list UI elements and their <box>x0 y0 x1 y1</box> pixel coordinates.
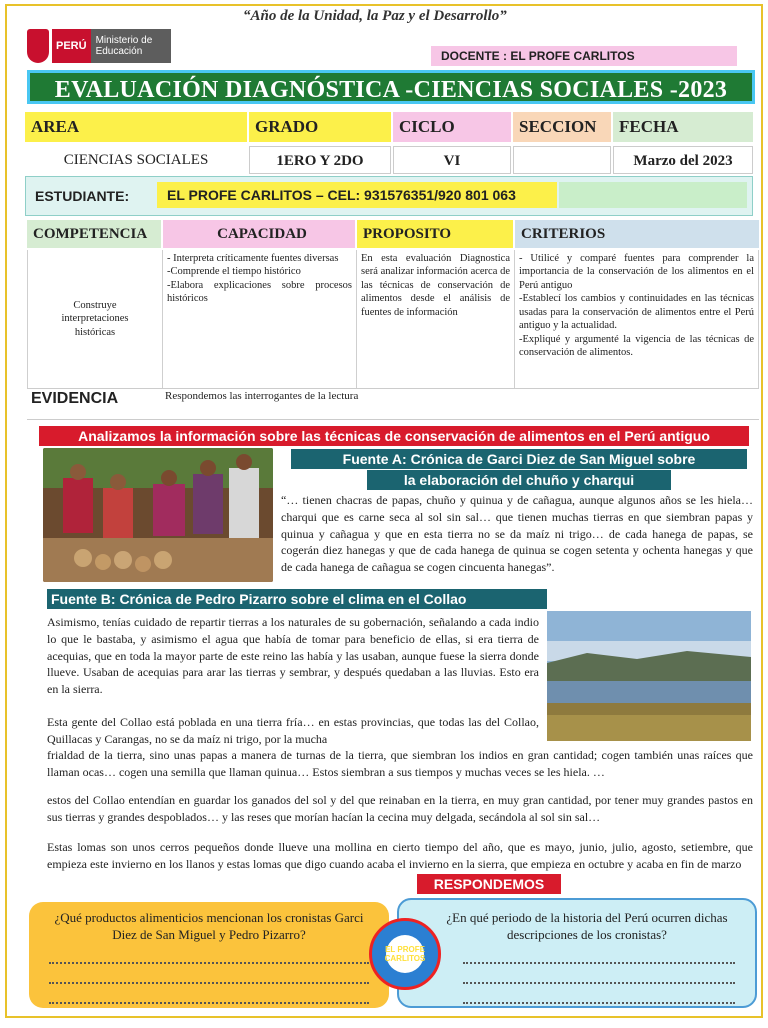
answer-1-line-3[interactable] <box>49 988 369 1004</box>
competencia-value: Construye interpretaciones históricas <box>61 299 129 338</box>
value-fecha: Marzo del 2023 <box>613 146 753 174</box>
answer-1-line-1[interactable] <box>49 948 369 964</box>
question-2: ¿En qué periodo de la historia del Perú ocurren dichas descripciones de los cronistas? <box>446 910 728 942</box>
logo-ministry-text: Ministerio de Educación <box>91 29 171 63</box>
question-2-box <box>397 898 757 1008</box>
student-extra-field <box>559 182 747 208</box>
criterios-text: - Utilicé y comparé fuentes para comprender la importancia de la conservación de los alimentos en el Perú antiguo -Establecí los cambios y continuidades en las técnicas usadas para la conservación de alimentos entre el Perú antiguo y la actualidad. -Expliqué y argumenté la vigencia de las técnicas de conservación de alimentos. <box>515 250 759 388</box>
fuente-b-paragraph-1: Asimismo, tenías cuidado de repartir tierras a los naturales de su gobernación, señalando a cada indio lo que le bastaba, y asimismo el agua que había de tomar para beneficio de ellas, si era tierra de acequias, que en toda la mayor parte de este reino las había y las usaban, aunque fuese la sierra donde llueve. Usaban de acequias para arar las tierras y sembrar, y después quedaban a las lluvias. Esto era en la sierra. <box>47 615 539 697</box>
evidencia-text: Respondemos las interrogantes de la lectura <box>165 390 359 402</box>
competencia-text <box>27 250 163 388</box>
question-1-box <box>29 902 389 1008</box>
header-capacidad: CAPACIDAD <box>163 220 355 248</box>
badge-text: EL PROFE CARLITOS <box>384 945 426 963</box>
header-area: AREA <box>25 112 247 142</box>
andean-women-photo <box>43 448 273 582</box>
fuente-a-title-1: Fuente A: Crónica de Garci Diez de San Miguel sobre <box>291 449 747 469</box>
value-seccion <box>513 146 611 174</box>
evidencia-label: EVIDENCIA <box>31 390 119 407</box>
fuente-b-paragraph-2a: Esta gente del Collao está poblada en una tierra fría… en estas provincias, que todas las del Collao, Quillacas y Carangas, no se da maíz ni trigo, por la mucha <box>47 715 539 746</box>
logo-peru-text: PERÚ <box>52 29 91 63</box>
value-grado: 1ERO Y 2DO <box>249 146 391 174</box>
collao-landscape-photo <box>547 611 751 741</box>
profe-carlitos-badge <box>369 918 441 990</box>
header-competencia: COMPETENCIA <box>27 220 161 248</box>
answer-1-line-2[interactable] <box>49 968 369 984</box>
header-criterios: CRITERIOS <box>515 220 759 248</box>
respondemos-banner: RESPONDEMOS <box>417 874 561 894</box>
question-1: ¿Qué productos alimenticios mencionan los cronistas Garci Diez de San Miguel y Pedro Pizarro? <box>54 910 364 942</box>
header-proposito: PROPOSITO <box>357 220 513 248</box>
page-title: EVALUACIÓN DIAGNÓSTICA -CIENCIAS SOCIALES -2023 <box>27 70 755 104</box>
fuente-b-paragraph-2b: frialdad de la tierra, sino unas papas a manera de turnas de la tierra, que siembran los indios en gran cantidad; cogen también unas raíces que llaman ocas… cogen una semilla que llaman quinua… Estos siembran a sus tiempos y muchas veces se les hiela. … <box>47 748 753 779</box>
header-ciclo: CICLO <box>393 112 511 142</box>
value-ciclo: VI <box>393 146 511 174</box>
fuente-b-paragraph-3: estos del Collao entendían en guardar los ganados del sol y del que reinaban en la tierra, en muy gran cantidad, por tener muy grandes pastos en sus tierras y grandes despoblados… y las reses que morían hacían la cecina muy delgada, secándola al sol sin sal… <box>47 793 753 824</box>
fuente-a-title-2: la elaboración del chuño y charqui <box>367 470 671 490</box>
reading-banner: Analizamos la información sobre las técnicas de conservación de alimentos en el Perú antiguo <box>39 426 749 446</box>
capacidad-text: - Interpreta críticamente fuentes diversas -Comprende el tiempo histórico -Elabora explicaciones sobre procesos históricos <box>163 250 357 388</box>
answer-2-line-2[interactable] <box>463 968 735 984</box>
header-fecha: FECHA <box>613 112 753 142</box>
year-motto: “Año de la Unidad, la Paz y el Desarrollo” <box>243 8 507 24</box>
header-grado: GRADO <box>249 112 391 142</box>
fuente-b-title: Fuente B: Crónica de Pedro Pizarro sobre el clima en el Collao <box>47 589 547 609</box>
fuente-a-text: “… tienen chacras de papas, chuño y quinua y de cañagua, aunque algunos años se les hiela… charqui que es carne seca al sol sin sal… que tienen muchas tierras en que siembran papas y quinua y cañagua y que en esta tierra no se da maíz ni trigo… de cada hanega de papas, se cogerán diez hanegas y que de cada hanega de quinua se cogen setenta y ochenta hanegas y que de cada hanega de cañagua se cogen cincuenta hanegas”. <box>281 493 753 575</box>
student-label: ESTUDIANTE: <box>35 188 130 204</box>
teacher-label: DOCENTE : EL PROFE CARLITOS <box>431 46 737 66</box>
proposito-text: En esta evaluación Diagnostica será analizar información acerca de las técnicas de conservación de alimentos desde el análisis de fuentes de información <box>357 250 515 388</box>
fuente-b-paragraph-4: Estas lomas son unos cerros pequeños donde llueve una mollina en cierto tiempo del año, que es mayo, junio, julio, agosto, setiembre, que empieza este invierno en los llanos y estas lomas que digo cuando acaba el invierno en la sierra, que empieza en octubre y acaba en fin de marzo <box>47 840 753 871</box>
answer-2-line-3[interactable] <box>463 988 735 1004</box>
student-name-field[interactable]: EL PROFE CARLITOS – CEL: 931576351/920 801 063 <box>157 182 557 208</box>
value-area: CIENCIAS SOCIALES <box>63 152 209 168</box>
answer-2-line-1[interactable] <box>463 948 735 964</box>
worksheet-page <box>5 4 763 1018</box>
peru-shield-icon <box>27 29 49 63</box>
header-seccion: SECCION <box>513 112 611 142</box>
evidencia-row <box>27 388 759 420</box>
ministry-logo <box>27 24 183 68</box>
